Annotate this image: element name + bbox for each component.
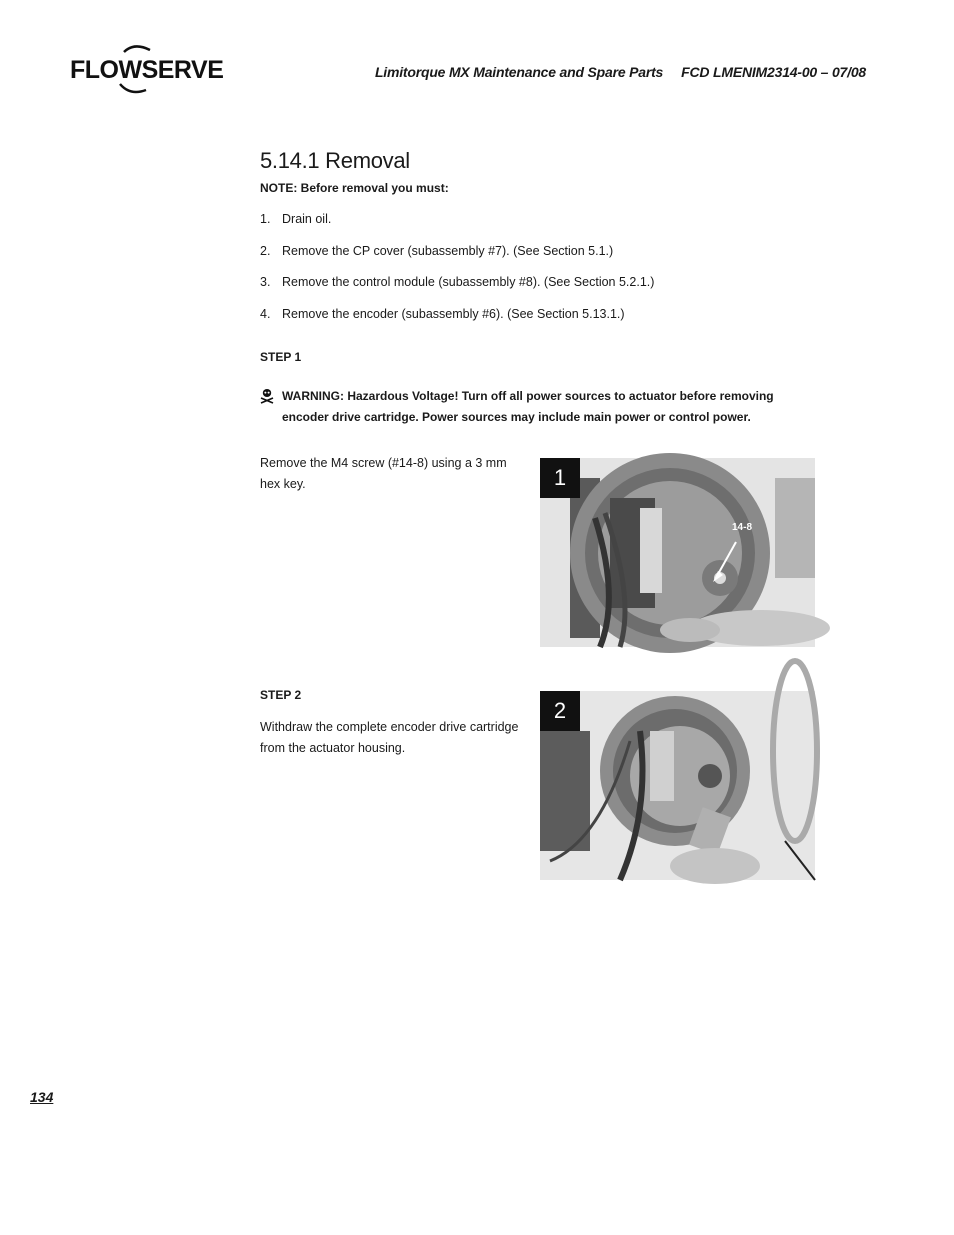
- step-2-instruction: Withdraw the complete encoder drive cartridge from the actuator housing.: [260, 720, 519, 755]
- note-heading: NOTE: Before removal you must:: [260, 181, 449, 195]
- list-number: 1.: [260, 212, 271, 226]
- page-number: 134: [30, 1089, 54, 1105]
- figure-number: 1: [540, 458, 580, 498]
- doc-title: Limitorque MX Maintenance and Spare Parts: [374, 64, 664, 80]
- figure-1-photo: [540, 458, 815, 647]
- list-number: 4.: [260, 307, 271, 321]
- warning-box: [260, 386, 800, 428]
- list-number: 3.: [260, 275, 271, 289]
- document-header: [375, 64, 866, 80]
- callout-label: 14-8: [732, 522, 753, 533]
- warning-text: WARNING: Hazardous Voltage! Turn off all power sources to actuator before removing encoder drive cartridge. Power sources may include main power or control power.: [282, 389, 774, 424]
- list-item: [260, 212, 331, 226]
- list-text: Remove the CP cover (subassembly #7). (See Section 5.1.): [282, 244, 614, 258]
- list-text: Remove the control module (subassembly #8). (See Section 5.2.1.): [282, 275, 655, 289]
- list-item: [260, 275, 654, 289]
- step-2-label: STEP 2: [260, 688, 302, 702]
- figure-2-photo: [540, 691, 815, 880]
- flowserve-logo: [68, 44, 224, 98]
- doc-code: FCD LMENIM2314-00 – 07/08: [681, 64, 866, 80]
- section-title: 5.14.1 Removal: [260, 148, 410, 173]
- svg-text:FLOWSERVE: FLOWSERVE: [70, 56, 224, 84]
- list-number: 2.: [260, 244, 271, 258]
- figure-number: 2: [540, 691, 580, 731]
- list-text: Drain oil.: [282, 212, 332, 226]
- step-1-instruction: Remove the M4 screw (#14-8) using a 3 mm hex key.: [260, 456, 507, 491]
- list-item: [260, 244, 613, 258]
- list-text: Remove the encoder (subassembly #6). (See Section 5.13.1.): [282, 307, 625, 321]
- list-item: [260, 307, 625, 321]
- skull-crossbones-icon: [260, 388, 274, 404]
- step-1-label: STEP 1: [260, 350, 302, 364]
